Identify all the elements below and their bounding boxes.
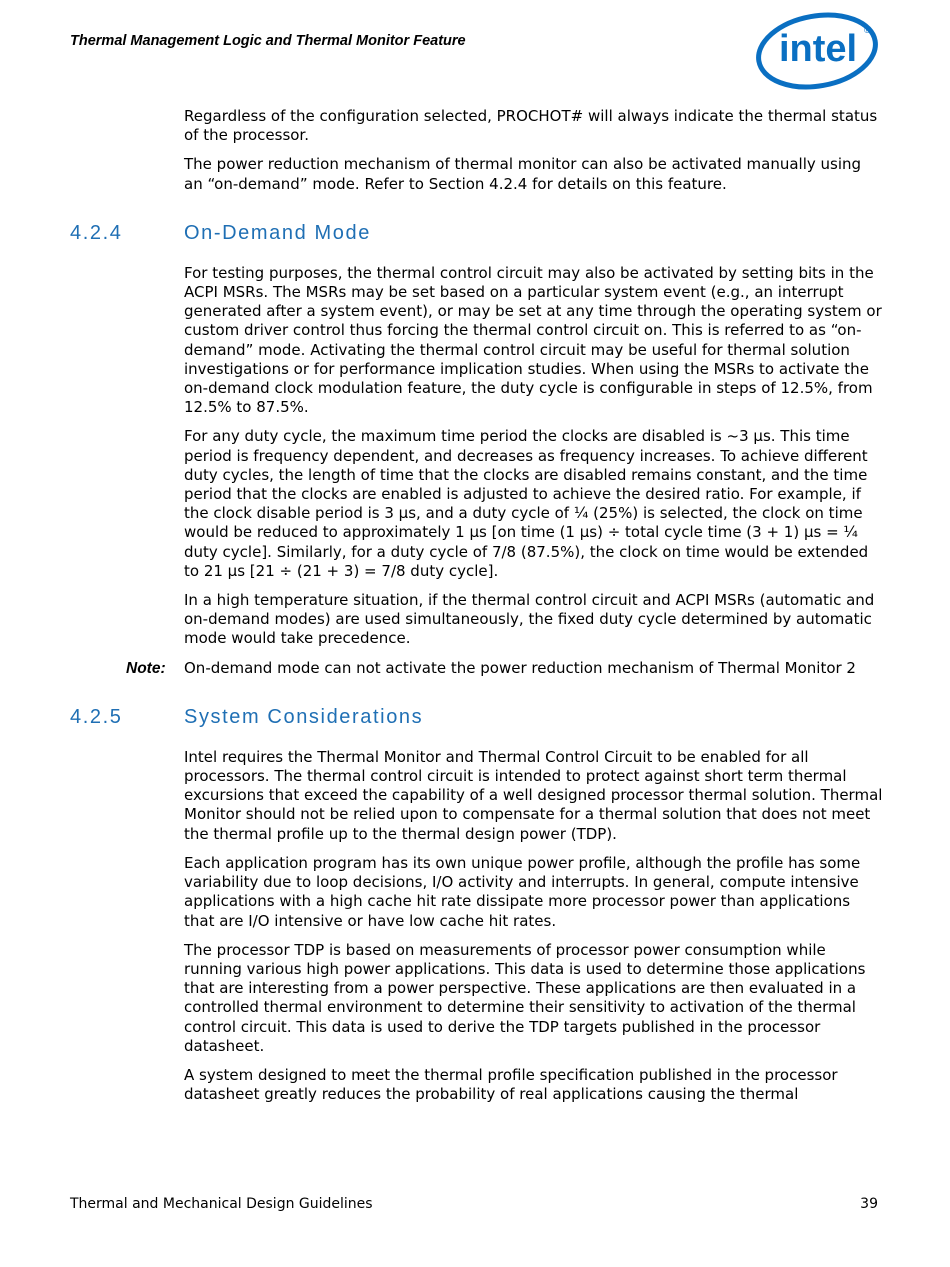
page-header-title: Thermal Management Logic and Thermal Monitor Feature [70,33,466,49]
note-text: On-demand mode can not activate the power reduction mechanism of Thermal Monitor 2 [184,658,856,677]
section-title: System Considerations [184,705,424,728]
section-heading-4-2-4 [70,221,884,248]
paragraph: For any duty cycle, the maximum time period the clocks are disabled is ~3 µs. This time period is frequency dependent, and decreases as frequency increases. To achieve different duty cycles, the length of time that the clocks are disabled remains constant, and the time period that the clocks are enabled is adjusted to achieve the desired ratio. For example, if the clock disable period is 3 µs, and a duty cycle of ¼ (25%) is selected, the clock on time would be reduced to approximately 1 µs [on time (1 µs) ÷ total cycle time (3 + 1) µs = ¼ duty cycle]. Similarly, for a duty cycle of 7/8 (87.5%), the clock on time would be extended to 21 µs [21 ÷ (21 + 3) = 7/8 duty cycle]. [184,427,869,580]
note [126,658,884,678]
section-title: On-Demand Mode [184,221,371,244]
section-number: 4.2.5 [70,705,123,728]
section-number: 4.2.4 [70,221,123,244]
paragraph: Intel requires the Thermal Monitor and Thermal Control Circuit to be enabled for all processors. The thermal control circuit is intended to protect against short term thermal excursions that exceed the capability of a well designed processor thermal solution. Thermal Monitor should not be relied upon to compensate for a thermal solution that does not meet the thermal profile up to the thermal design power (TDP). [184,747,883,843]
paragraph: The power reduction mechanism of thermal monitor can also be activated manually using an “on-demand” mode. Refer to Section 4.2.4 for details on this feature. [184,155,862,193]
svg-text:®: ® [864,25,871,35]
page-number: 39 [860,1196,878,1212]
note-label: Note: [126,659,166,677]
paragraph: For testing purposes, the thermal control circuit may also be activated by setting bits in the ACPI MSRs. The MSRs may be set based on a particular system event (e.g., an interrupt generated after a system event), or may be set at any time through the operating system or custom driver control thus forcing the thermal control circuit on. This is referred to as “on-demand” mode. Activating the thermal control circuit may be useful for thermal solution investigations or for performance implication studies. When using the MSRs to activate the on-demand clock modulation feature, the duty cycle is configurable in steps of 12.5%, from 12.5% to 87.5%. [184,263,882,417]
main-content [70,107,884,1114]
logo-wordmark: intel [778,28,858,70]
paragraph: The processor TDP is based on measurements of processor power consumption while running various high power applications. This data is used to determine those applications that are interesting from a power perspective. These applications are then evaluated in a controlled thermal environment to determine their sensitivity to activation of the thermal control circuit. This data is used to derive the TDP targets published in the processor datasheet. [184,940,866,1055]
paragraph: Each application program has its own unique power profile, although the profile has some variability due to loop decisions, I/O activity and interrupts. In general, compute intensive applications with a high cache hit rate dissipate more processor power than applications that are I/O intensive or have low cache hit rates. [184,853,861,930]
paragraph: In a high temperature situation, if the thermal control circuit and ACPI MSRs (automatic and on-demand modes) are used simultaneously, the fixed duty cycle determined by automatic mode would take precedence. [184,591,875,648]
paragraph: A system designed to meet the thermal profile specification published in the processor datasheet greatly reduces the probability of real applications causing the thermal [184,1065,838,1104]
intel-logo [754,8,882,92]
footer-document-title: Thermal and Mechanical Design Guidelines [70,1196,373,1212]
section-heading-4-2-5 [70,705,884,732]
paragraph: Regardless of the configuration selected, PROCHOT# will always indicate the thermal status of the processor. [184,107,878,145]
